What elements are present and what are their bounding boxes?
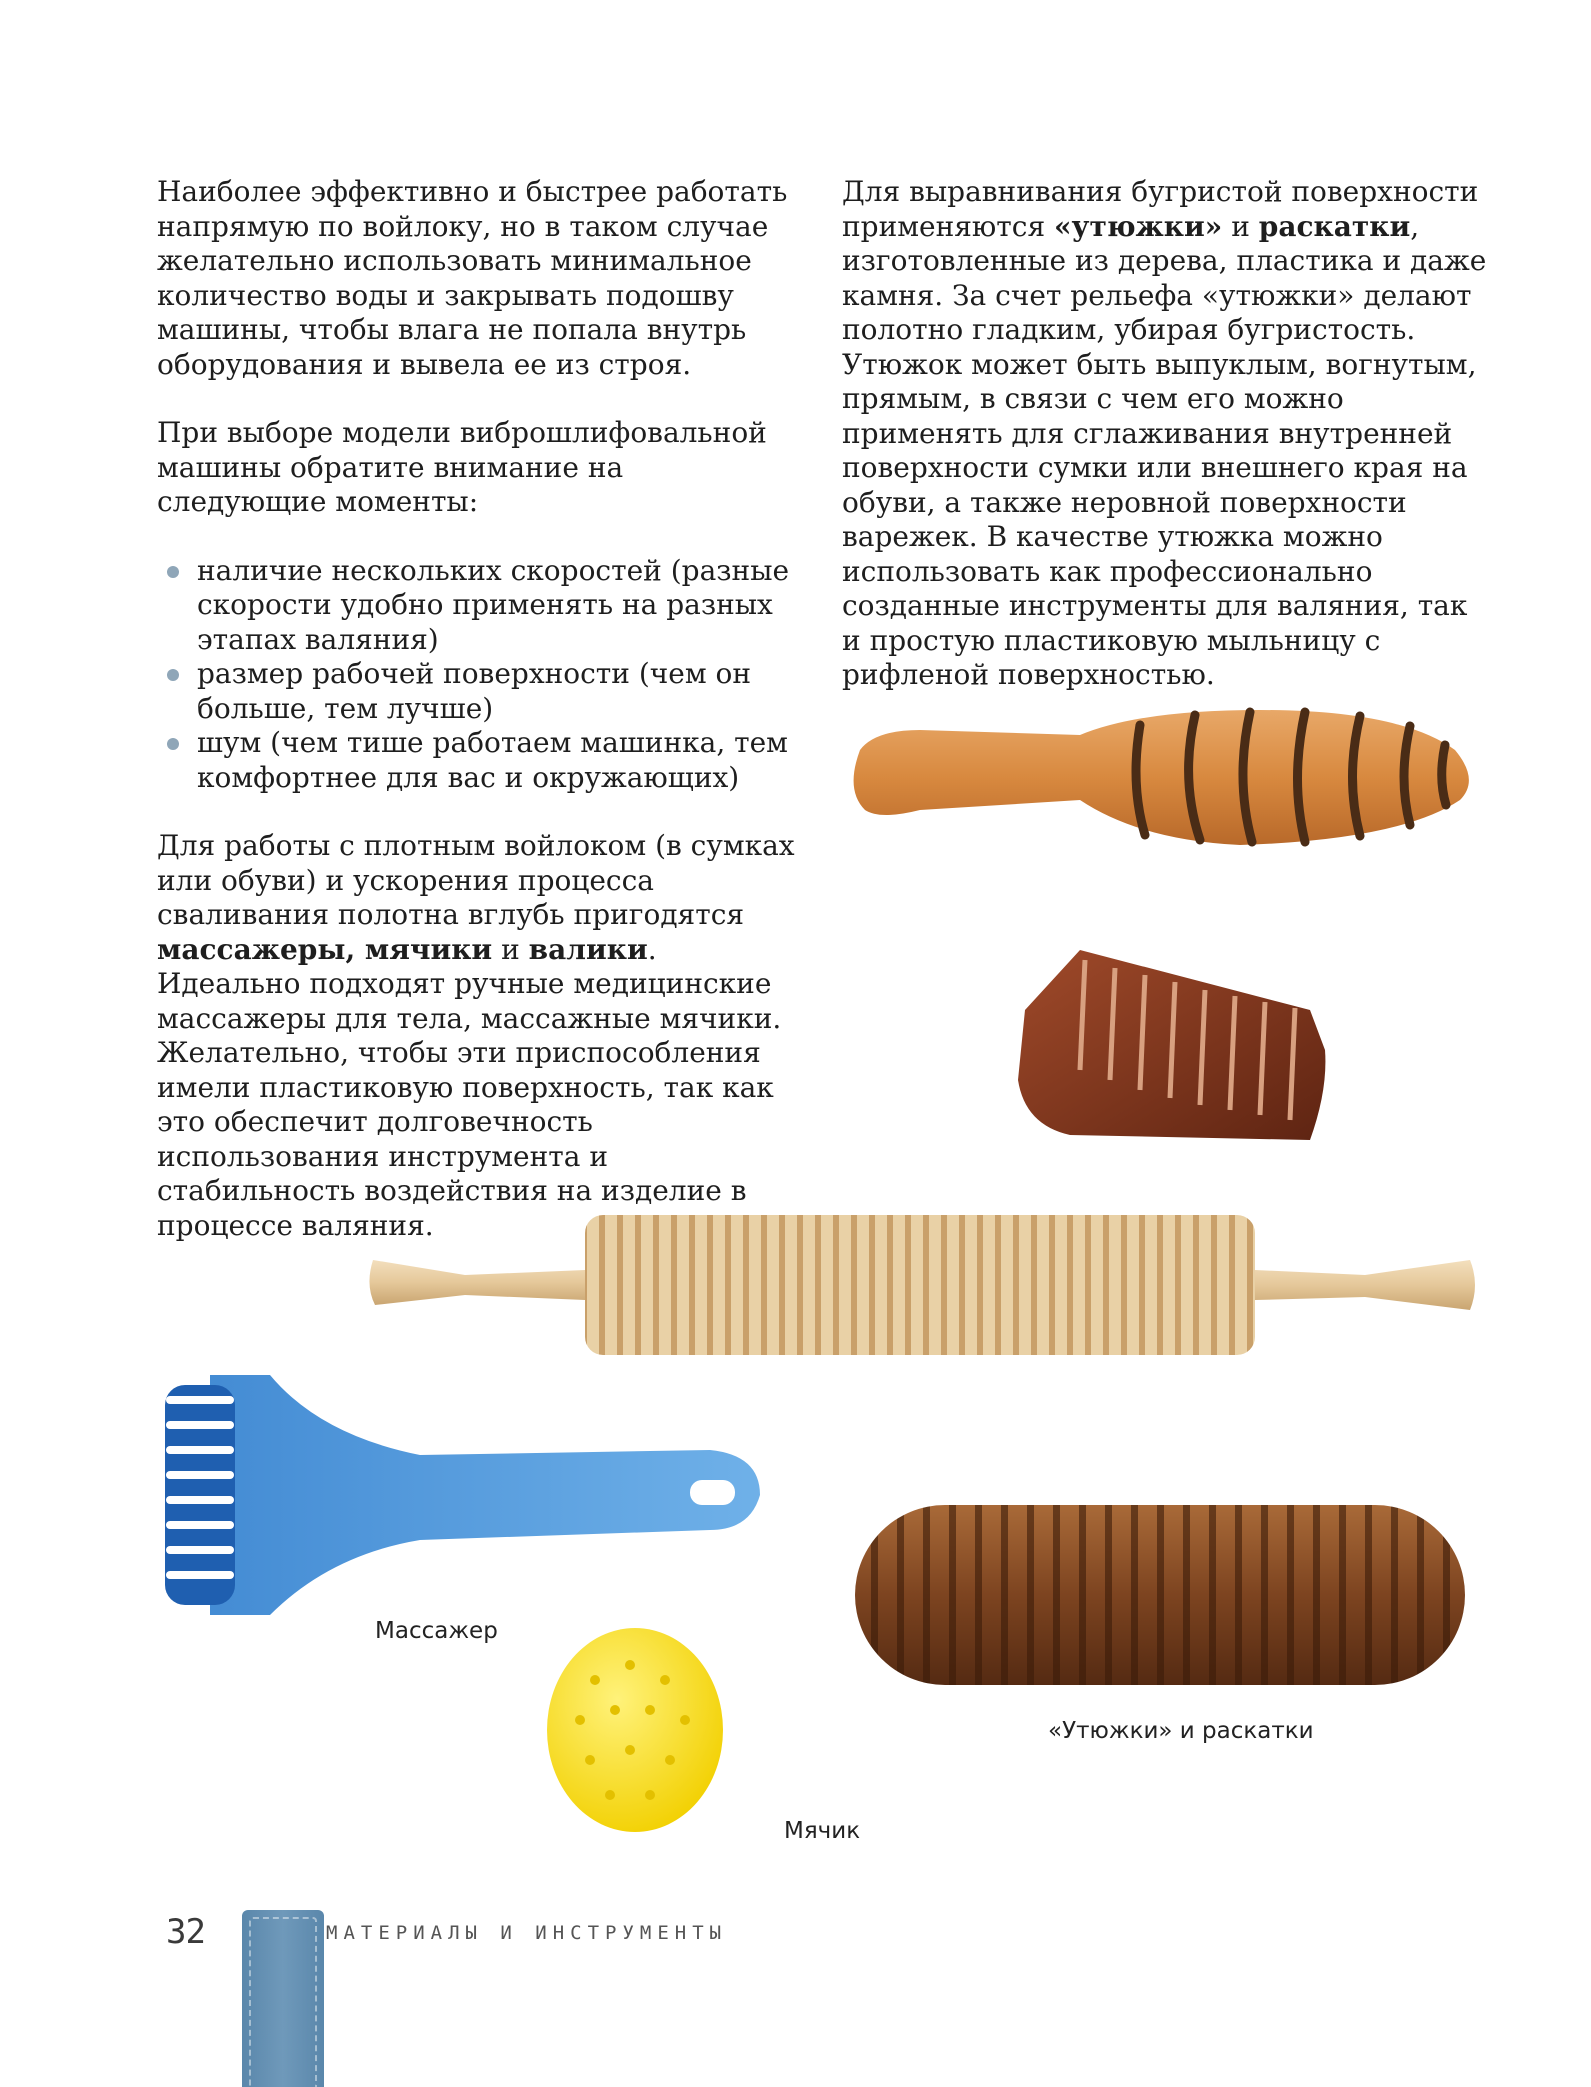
text-run: Для выравнивания бугристой поверхности применяются bbox=[842, 175, 1479, 243]
bold-term-rollers: валики bbox=[528, 932, 648, 966]
sander-criteria-list bbox=[157, 554, 797, 796]
caption-irons: «Утюжки» и раскатки bbox=[1048, 1718, 1314, 1744]
text-run: и bbox=[1222, 209, 1259, 243]
page-number: 32 bbox=[166, 1912, 205, 1952]
wooden-iron-photo bbox=[840, 690, 1480, 890]
list-item: размер рабочей поверхности (чем он больше, тем лучше) bbox=[157, 657, 797, 726]
bold-term-massagers: массажеры, мячики bbox=[157, 932, 493, 966]
section-title: МАТЕРИАЛЫ И ИНСТРУМЕНТЫ bbox=[326, 1922, 728, 1944]
paragraph-massagers bbox=[157, 829, 797, 1243]
bold-term-rolling-pins: раскатки bbox=[1258, 209, 1411, 243]
massager-rollers bbox=[165, 1385, 235, 1605]
text-run: Для работы с плотным войлоком (в сумках или обуви) и ускорения процесса сваливания полотна вглубь пригодятся bbox=[157, 829, 795, 931]
caption-ball: Мячик bbox=[784, 1818, 861, 1844]
text-run: . Идеально подходят ручные медицинские массажеры для тела, массажные мячики. Желательно, чтобы эти приспособления имели пластиковую поверхность, так как это обеспечит долговечность использования инструмента и стабильность воздействия на изделие в процессе валяния. bbox=[157, 932, 782, 1242]
list-item: наличие нескольких скоростей (разные скорости удобно применять на разных этапах валяния) bbox=[157, 554, 797, 658]
yellow-ball-photo bbox=[535, 1620, 735, 1840]
chapter-tab bbox=[242, 1910, 324, 2087]
paragraph-sander-choice: При выборе модели виброшлифовальной машины обратите внимание на следующие моменты: bbox=[157, 416, 767, 518]
right-column bbox=[842, 175, 1492, 693]
spiked-rolling-pin-photo bbox=[365, 1205, 1485, 1365]
wooden-block-iron-photo bbox=[1010, 930, 1340, 1150]
text-run: и bbox=[492, 932, 529, 966]
text-run: , изготовленные из дерева, пластика и даже камня. За счет рельефа «утюжки» делают полотно гладким, убирая бугристость. Утюжок может быть выпуклым, вогнутым, прямым, в связи с чем его можно применять для сглаживания внутренней поверхности сумки или внешнего края на обуви, а также неровной поверхности варежек. В качестве утюжка можно использовать как профессионально созданные инструменты для валяния, так и простую пластиковую мыльницу с рифленой поверхностью. bbox=[842, 209, 1487, 691]
paragraph-irons bbox=[842, 175, 1492, 693]
wooden-roller-photo bbox=[845, 1490, 1475, 1700]
caption-massager: Массажер bbox=[375, 1618, 498, 1644]
blue-massager-photo bbox=[150, 1345, 790, 1635]
left-column bbox=[157, 175, 797, 1243]
bold-term-irons: «утюжки» bbox=[1054, 209, 1223, 243]
paragraph-sander-surface: Наиболее эффективно и быстрее работать напрямую по войлоку, но в таком случае желательно использовать минимальное количество воды и закрывать подошву машины, чтобы влага не попала внутрь оборудования и вывела ее из строя. bbox=[157, 175, 788, 381]
list-item: шум (чем тише работаем машинка, тем комфортнее для вас и окружающих) bbox=[157, 726, 797, 795]
